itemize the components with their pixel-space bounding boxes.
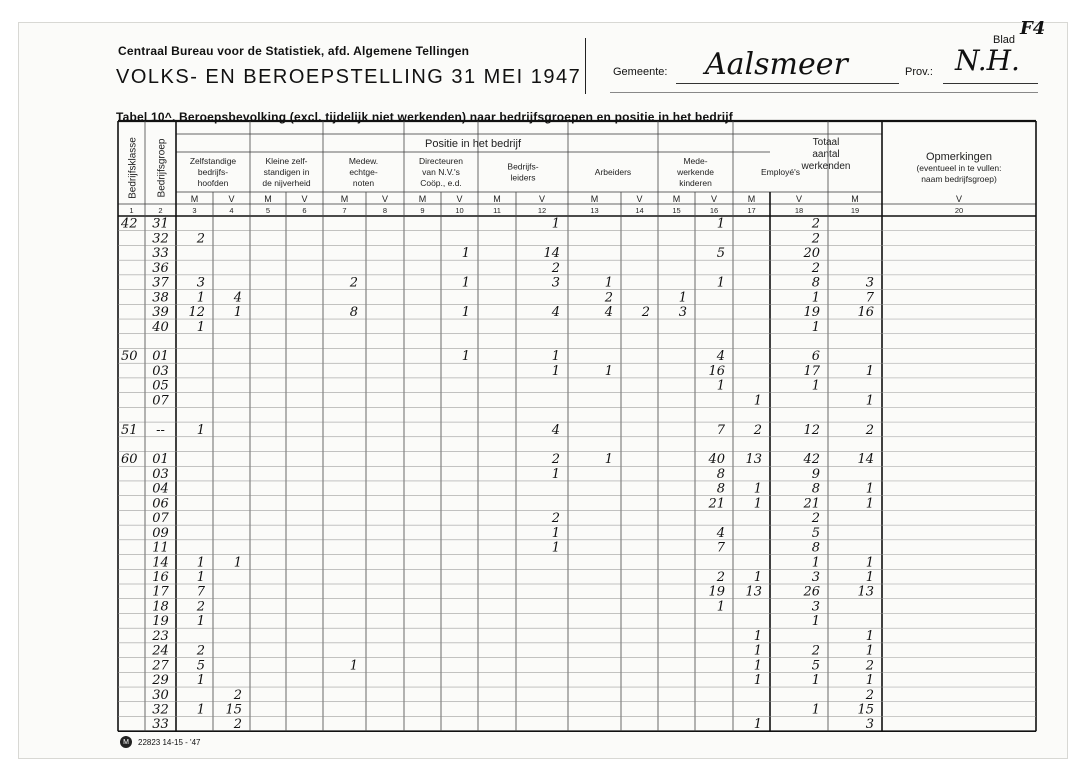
cell-col-18: 19 (803, 305, 820, 321)
cell-col-18: 2 (811, 643, 820, 659)
gemeente-label: Gemeente: (613, 66, 668, 78)
cell-col-19: 16 (857, 305, 874, 321)
header-m-4: M (493, 194, 501, 204)
header-totaal-line-0: Totaal (812, 137, 840, 148)
cell-col-18: 9 (811, 466, 820, 482)
cell-col-18: 3 (811, 599, 820, 615)
column-number-2: 2 (158, 206, 163, 215)
header-v-0: V (228, 194, 235, 204)
row-bedrijfsgroep: 38 (152, 290, 169, 306)
cell-col-7: 8 (349, 305, 358, 321)
column-number-3: 3 (192, 206, 197, 215)
header-m-5: M (590, 194, 599, 204)
form-title: VOLKS- EN BEROEPSTELLING 31 MEI 1947 (116, 66, 582, 88)
cell-col-19: 2 (865, 687, 874, 703)
row-bedrijfsgroep: 31 (152, 216, 169, 232)
cell-col-10: 1 (461, 305, 470, 321)
column-number-18: 18 (794, 206, 804, 215)
cell-col-12: 1 (551, 540, 560, 556)
cell-col-17: 1 (753, 673, 762, 689)
header-group-4-line-0: Bedrijfs- (507, 161, 539, 172)
row-bedrijfsklasse: 51 (121, 422, 138, 438)
cell-col-17: 1 (753, 717, 762, 733)
cell-col-19: 13 (857, 584, 874, 600)
header-group-1-line-2: de nijverheid (262, 178, 311, 188)
cell-col-3: 2 (196, 599, 205, 615)
cell-col-19: 1 (865, 570, 874, 585)
header-v-4: V (538, 194, 546, 204)
cell-col-3: 1 (196, 290, 205, 306)
cell-col-10: 1 (461, 349, 470, 365)
printer-logo-icon: M (120, 736, 132, 748)
cell-col-12: 4 (551, 422, 560, 438)
header-group-6-line-0: Mede- (683, 156, 708, 166)
header-group-2-line-1: echtge- (349, 167, 378, 177)
row-bedrijfsgroep: 01 (152, 452, 169, 468)
header-group-1-line-1: standigen in (263, 167, 310, 177)
row-bedrijfsgroep: 03 (152, 466, 169, 482)
header-group-0-line-1: bedrijfs- (197, 167, 229, 177)
header-group-2-line-0: Medew. (348, 156, 379, 166)
cell-col-16: 1 (716, 599, 725, 615)
cell-col-18: 21 (803, 496, 820, 512)
cell-col-19: 1 (865, 481, 874, 497)
column-number-1: 1 (129, 206, 134, 215)
column-number-6: 6 (302, 206, 307, 215)
cell-col-4: 2 (233, 717, 242, 733)
cell-col-12: 14 (543, 246, 560, 262)
cell-col-18: 1 (811, 555, 820, 571)
cell-col-19: 1 (865, 393, 874, 409)
cell-col-16: 8 (716, 466, 725, 482)
cell-col-18: 1 (811, 290, 820, 306)
row-bedrijfsgroep: 36 (152, 260, 169, 276)
cell-col-12: 2 (551, 260, 560, 276)
cell-col-13: 4 (604, 305, 613, 321)
row-bedrijfsgroep: 07 (152, 393, 169, 409)
prov-label: Prov.: (905, 66, 933, 78)
cell-col-16: 1 (716, 275, 725, 291)
header-v-7: V (795, 194, 803, 204)
cell-col-10: 1 (461, 275, 470, 291)
cell-col-3: 1 (196, 614, 205, 630)
cell-col-16: 4 (716, 349, 725, 365)
form-footer (120, 736, 200, 748)
cell-col-18: 1 (811, 614, 820, 630)
cell-col-19: 1 (865, 363, 874, 379)
cell-col-17: 2 (753, 422, 762, 438)
header-bedrijfsgroep: Bedrijfsgroep (156, 138, 168, 198)
header-opmerkingen-line-1: (eventueel in te vullen: (916, 163, 1002, 173)
cell-col-12: 1 (551, 466, 560, 482)
header-v-8: V (955, 194, 963, 204)
cell-col-19: 1 (865, 555, 874, 571)
cell-col-17: 1 (753, 393, 762, 409)
cell-col-18: 26 (803, 584, 820, 600)
row-bedrijfsgroep: 09 (152, 525, 169, 541)
cell-col-16: 8 (716, 481, 725, 497)
row-bedrijfsklasse: 60 (121, 452, 138, 468)
cell-col-3: 1 (196, 319, 205, 335)
cell-col-18: 1 (811, 319, 820, 335)
cell-col-13: 1 (604, 452, 613, 468)
cell-col-18: 1 (811, 702, 820, 718)
cell-col-17: 1 (753, 658, 762, 674)
cell-col-3: 1 (196, 702, 205, 718)
row-bedrijfsgroep: 24 (152, 643, 169, 659)
row-bedrijfsgroep: 32 (152, 702, 169, 718)
row-bedrijfsgroep: 11 (152, 540, 169, 556)
cell-col-12: 3 (551, 275, 560, 291)
cell-col-18: 5 (811, 658, 820, 674)
cell-col-18: 3 (811, 570, 820, 585)
header-m-8: M (851, 194, 859, 204)
cell-col-19: 1 (865, 673, 874, 689)
row-bedrijfsgroep: 23 (152, 628, 169, 644)
cell-col-18: 2 (811, 216, 820, 232)
cell-col-4: 1 (233, 555, 242, 571)
cell-col-12: 4 (551, 305, 560, 321)
cell-col-19: 1 (865, 643, 874, 659)
organization-name: Centraal Bureau voor de Statistiek, afd. Algemene Tellingen (118, 44, 470, 58)
cell-col-4: 1 (233, 305, 242, 321)
row-bedrijfsgroep: 06 (152, 496, 169, 512)
row-bedrijfsgroep: 19 (152, 614, 169, 630)
cell-col-19: 3 (865, 717, 874, 733)
cell-col-3: 12 (188, 305, 205, 321)
header-group-5-line-0: Arbeiders (594, 167, 632, 177)
cell-col-16: 16 (708, 363, 725, 379)
cell-col-18: 1 (811, 378, 820, 394)
cell-col-12: 1 (551, 363, 560, 379)
row-bedrijfsgroep: 18 (152, 599, 169, 615)
cell-col-16: 7 (716, 540, 725, 556)
cell-col-16: 19 (708, 584, 725, 600)
row-bedrijfsgroep: 14 (152, 555, 169, 571)
row-bedrijfsgroep: 03 (152, 363, 169, 379)
row-bedrijfsgroep: 33 (152, 246, 169, 262)
cell-col-19: 7 (865, 290, 874, 306)
row-bedrijfsgroep: 37 (152, 275, 169, 291)
header-group-0-line-2: hoofden (197, 178, 229, 188)
row-bedrijfsklasse: 50 (121, 349, 138, 365)
cell-col-13: 1 (604, 275, 613, 291)
row-bedrijfsgroep: 32 (152, 231, 169, 247)
cell-col-12: 1 (551, 349, 560, 365)
cell-col-16: 21 (708, 496, 725, 512)
header-totaal-line-1: aantal (812, 149, 840, 160)
column-number-12: 12 (537, 206, 547, 215)
cell-col-18: 5 (811, 525, 820, 541)
header-totaal-line-2: werkenden (801, 161, 851, 172)
cell-col-10: 1 (461, 246, 470, 262)
cell-col-14: 2 (641, 305, 650, 321)
cell-col-19: 1 (865, 628, 874, 644)
cell-col-18: 8 (811, 481, 820, 497)
header-opmerkingen-line-0: Opmerkingen (925, 151, 993, 163)
cell-col-3: 1 (196, 673, 205, 689)
cell-col-16: 7 (716, 422, 725, 438)
cell-col-19: 15 (857, 702, 874, 718)
cell-col-16: 5 (716, 246, 725, 262)
cell-col-18: 6 (811, 349, 820, 365)
header-group-3-line-0: Directeuren (419, 156, 463, 166)
header-group-3-line-2: Coöp., e.d. (420, 178, 462, 188)
row-bedrijfsgroep: 27 (152, 658, 169, 674)
cell-col-16: 40 (708, 452, 725, 468)
cell-col-18: 8 (811, 540, 820, 556)
cell-col-17: 1 (753, 496, 762, 512)
column-number-15: 15 (672, 206, 681, 215)
cell-col-3: 2 (196, 231, 205, 247)
header-bedrijfsklasse: Bedrijfsklasse (127, 137, 139, 199)
column-number-16: 16 (709, 206, 719, 215)
cell-col-19: 1 (865, 496, 874, 512)
prov-value: N.H. (955, 44, 1020, 77)
header-group-1-line-0: Kleine zelf- (265, 156, 308, 166)
row-bedrijfsgroep: 30 (152, 687, 169, 703)
cell-col-18: 8 (811, 275, 820, 291)
column-number-10: 10 (455, 206, 464, 215)
row-bedrijfsgroep: 04 (152, 481, 169, 497)
header-group-6-line-1: werkende (677, 167, 714, 177)
column-number-8: 8 (382, 206, 388, 215)
column-number-20: 20 (954, 206, 964, 215)
row-bedrijfsgroep: 01 (152, 349, 169, 365)
cell-col-17: 1 (753, 481, 762, 497)
header-m-1: M (264, 194, 272, 204)
cell-col-18: 1 (811, 673, 820, 689)
cell-col-16: 1 (716, 378, 725, 394)
column-number-11: 11 (493, 206, 501, 215)
row-bedrijfsgroep: -- (156, 422, 165, 438)
cell-col-7: 1 (349, 658, 358, 674)
cell-col-18: 17 (803, 363, 820, 379)
column-number-7: 7 (342, 206, 347, 215)
row-bedrijfsgroep: 39 (152, 305, 169, 321)
gemeente-value: Aalsmeer (705, 47, 848, 82)
row-bedrijfsgroep: 05 (152, 378, 169, 394)
cell-col-3: 1 (196, 570, 205, 585)
cell-col-4: 15 (225, 702, 242, 718)
table-title: Tabel 10^. Beroepsbevolking (excl. tijdelijk niet werkenden) naar bedrijfsgroepen en positie in het bedrijf (116, 110, 733, 124)
row-bedrijfsgroep: 07 (152, 511, 169, 527)
column-number-4: 4 (229, 206, 234, 215)
cell-col-18: 42 (803, 452, 820, 468)
header-v-1: V (301, 194, 308, 204)
blad-label: Blad (993, 34, 1016, 46)
cell-col-17: 1 (753, 643, 762, 659)
header-m-7: M (747, 194, 756, 204)
cell-col-3: 7 (196, 584, 205, 600)
blad-value: F4 (1020, 18, 1046, 39)
cell-col-13: 1 (604, 363, 613, 379)
cell-col-7: 2 (349, 275, 358, 291)
cell-col-3: 1 (196, 555, 205, 571)
cell-col-19: 3 (865, 275, 874, 291)
header-m-3: M (418, 194, 427, 204)
cell-col-15: 1 (678, 290, 687, 306)
cell-col-16: 1 (716, 216, 725, 232)
cell-col-17: 13 (745, 584, 762, 600)
cell-col-19: 2 (865, 422, 874, 438)
header-group-2-line-2: noten (352, 178, 375, 188)
cell-col-16: 4 (716, 525, 725, 541)
cell-col-12: 1 (551, 525, 560, 541)
cell-col-3: 2 (196, 643, 205, 659)
row-bedrijfsgroep: 17 (152, 584, 169, 600)
column-number-14: 14 (635, 206, 644, 215)
header-positie: Positie in het bedrijf (425, 138, 521, 150)
header-group-4-line-1: leiders (510, 172, 536, 183)
cell-col-16: 2 (716, 570, 725, 585)
cell-col-4: 4 (233, 290, 242, 306)
cell-col-13: 2 (604, 290, 613, 306)
header-m-0: M (190, 194, 199, 204)
cell-col-17: 13 (745, 452, 762, 468)
header-opmerkingen-line-2: naam bedrijfsgroep) (921, 174, 997, 184)
print-code: 22823 14-15 - '47 (138, 737, 201, 747)
cell-col-18: 20 (803, 246, 820, 262)
header-group-7-line-0: Employé's (761, 167, 800, 177)
column-number-9: 9 (420, 206, 425, 215)
cell-col-15: 3 (678, 305, 687, 321)
header-group-6-line-2: kinderen (679, 178, 712, 188)
cell-col-3: 5 (196, 658, 205, 674)
header-m-2: M (340, 194, 349, 204)
row-bedrijfsgroep: 40 (152, 319, 169, 335)
cell-col-3: 1 (196, 422, 205, 438)
cell-col-18: 2 (811, 260, 820, 276)
header-m-6: M (672, 194, 681, 204)
header-group-3-line-1: van N.V.'s (422, 167, 460, 177)
row-bedrijfsgroep: 29 (152, 673, 169, 689)
header-v-6: V (710, 194, 718, 204)
column-number-13: 13 (590, 206, 599, 215)
cell-col-18: 12 (803, 422, 820, 438)
cell-col-3: 3 (196, 275, 205, 291)
cell-col-17: 1 (753, 570, 762, 585)
cell-col-19: 14 (857, 452, 874, 468)
header-v-2: V (381, 194, 389, 204)
cell-col-4: 2 (233, 687, 242, 703)
cell-col-12: 2 (551, 452, 560, 468)
row-bedrijfsklasse: 42 (121, 216, 138, 232)
cell-col-19: 2 (865, 658, 874, 674)
header-v-3: V (456, 194, 463, 204)
header-v-5: V (636, 194, 643, 204)
cell-col-12: 1 (551, 216, 560, 232)
cell-col-18: 2 (811, 511, 820, 527)
column-number-19: 19 (850, 206, 860, 215)
row-bedrijfsgroep: 16 (152, 570, 169, 585)
column-number-5: 5 (265, 206, 271, 215)
column-number-17: 17 (747, 206, 756, 215)
cell-col-12: 2 (551, 511, 560, 527)
header-group-0-line-0: Zelfstandige (189, 156, 237, 166)
row-bedrijfsgroep: 33 (152, 717, 169, 733)
cell-col-18: 2 (811, 231, 820, 247)
cell-col-17: 1 (753, 628, 762, 644)
